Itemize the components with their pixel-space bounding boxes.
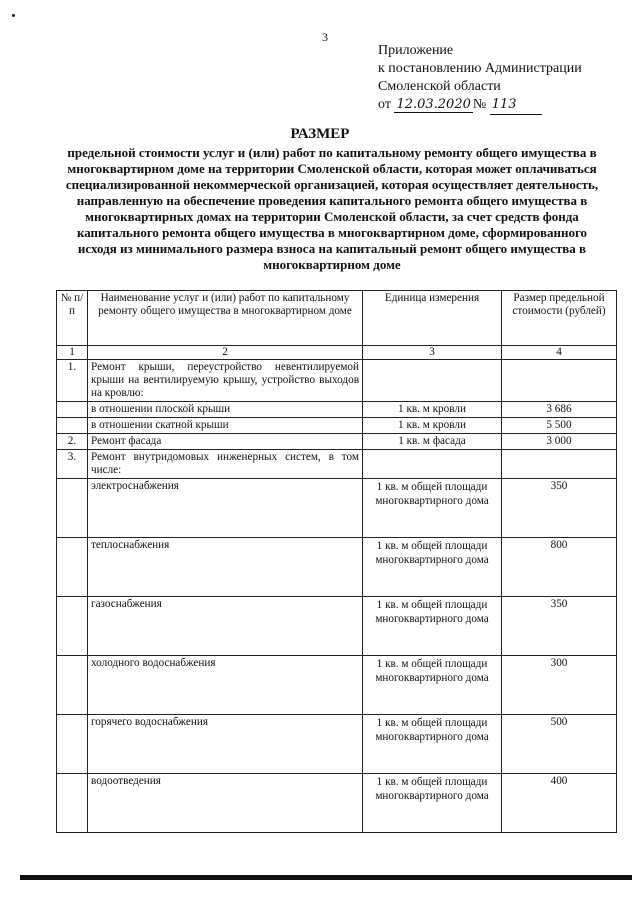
row-price: 3 000 <box>502 434 617 450</box>
row-unit <box>363 450 502 479</box>
row-num <box>57 402 88 418</box>
table-header-row <box>57 291 617 346</box>
document-subtitle: предельной стоимости услуг и (или) работ по капитальному ремонту общего имущества в многоквартирном доме на территории Смоленской области, которая может оплачиваться специализированной некоммерческой организацией, которая осуществляет деятельность, направленную на обеспечение проведения капитального ремонта общего имущества в многоквартирных домах на территории Смоленской области, за счет средств фонда капитального ремонта общего имущества в многоквартирном доме, сформированного исходя из минимального размера взноса на капитальный ремонт общего имущества в многоквартирном доме <box>65 145 599 272</box>
row-price: 300 <box>502 656 617 715</box>
row-price: 350 <box>502 479 617 538</box>
row-num: 2. <box>57 434 88 450</box>
row-price <box>502 360 617 402</box>
column-index-row <box>57 346 617 360</box>
scan-edge-bar <box>20 875 632 880</box>
row-unit: 1 кв. м фасада <box>363 434 502 450</box>
row-price: 350 <box>502 597 617 656</box>
row-name: Ремонт внутридомовых инженерных систем, в том числе: <box>88 450 363 479</box>
index-cell: 2 <box>88 346 363 360</box>
number-prefix: № <box>472 97 487 112</box>
row-name: в отношении плоской крыши <box>88 402 363 418</box>
row-price: 400 <box>502 774 617 833</box>
row-name: горячего водоснабжения <box>88 715 363 774</box>
row-name: Ремонт крыши, переустройство невентилируемой крыши на вентилируемую крышу, устройство выходов на кровлю: <box>88 360 363 402</box>
index-cell: 4 <box>502 346 617 360</box>
row-price: 800 <box>502 538 617 597</box>
table-row <box>57 402 617 418</box>
row-num <box>57 479 88 538</box>
row-name: теплоснабжения <box>88 538 363 597</box>
table-row <box>57 538 617 597</box>
index-cell: 1 <box>57 346 88 360</box>
row-unit: 1 кв. м общей площади многоквартирного дома <box>363 597 502 656</box>
row-num <box>57 774 88 833</box>
appendix-line-3: Смоленской области <box>378 79 501 94</box>
row-name: в отношении скатной крыши <box>88 418 363 434</box>
document-title: РАЗМЕР <box>290 126 350 142</box>
row-price: 500 <box>502 715 617 774</box>
index-cell: 3 <box>363 346 502 360</box>
table-row <box>57 715 617 774</box>
price-table <box>56 290 617 833</box>
row-name: холодного водоснабжения <box>88 656 363 715</box>
row-num <box>57 715 88 774</box>
row-num <box>57 656 88 715</box>
row-num <box>57 418 88 434</box>
table-row <box>57 434 617 450</box>
table-row <box>57 450 617 479</box>
appendix-date-line <box>378 96 582 115</box>
scan-dot <box>12 14 15 17</box>
row-unit <box>363 360 502 402</box>
page-number: 3 <box>322 30 328 44</box>
table-row <box>57 479 617 538</box>
header-name: Наименование услуг и (или) работ по капитальному ремонту общего имущества в многоквартирном доме <box>88 291 363 346</box>
header-num: № п/п <box>57 291 88 346</box>
appendix-line-2: к постановлению Администрации <box>378 61 582 76</box>
table-row <box>57 656 617 715</box>
row-name: водоотведения <box>88 774 363 833</box>
row-unit: 1 кв. м общей площади многоквартирного дома <box>363 656 502 715</box>
row-price <box>502 450 617 479</box>
table-row <box>57 418 617 434</box>
row-unit: 1 кв. м общей площади многоквартирного дома <box>363 774 502 833</box>
table-row <box>57 360 617 402</box>
row-num: 1. <box>57 360 88 402</box>
header-unit: Единица измерения <box>363 291 502 346</box>
table-row <box>57 774 617 833</box>
row-name: газоснабжения <box>88 597 363 656</box>
handwritten-number: 113 <box>490 96 542 115</box>
row-num <box>57 597 88 656</box>
row-price: 3 686 <box>502 402 617 418</box>
row-unit: 1 кв. м кровли <box>363 402 502 418</box>
row-unit: 1 кв. м общей площади многоквартирного дома <box>363 715 502 774</box>
row-unit: 1 кв. м общей площади многоквартирного дома <box>363 479 502 538</box>
appendix-line-1: Приложение <box>378 43 454 58</box>
row-num: 3. <box>57 450 88 479</box>
header-price: Размер предельной стоимости (рублей) <box>502 291 617 346</box>
row-name: Ремонт фасада <box>88 434 363 450</box>
row-price: 5 500 <box>502 418 617 434</box>
row-unit: 1 кв. м кровли <box>363 418 502 434</box>
appendix-block <box>378 42 582 115</box>
date-prefix: от <box>378 97 391 112</box>
row-unit: 1 кв. м общей площади многоквартирного дома <box>363 538 502 597</box>
row-num <box>57 538 88 597</box>
handwritten-date: 12.03.2020 <box>396 97 471 112</box>
table-row <box>57 597 617 656</box>
row-name: электроснабжения <box>88 479 363 538</box>
